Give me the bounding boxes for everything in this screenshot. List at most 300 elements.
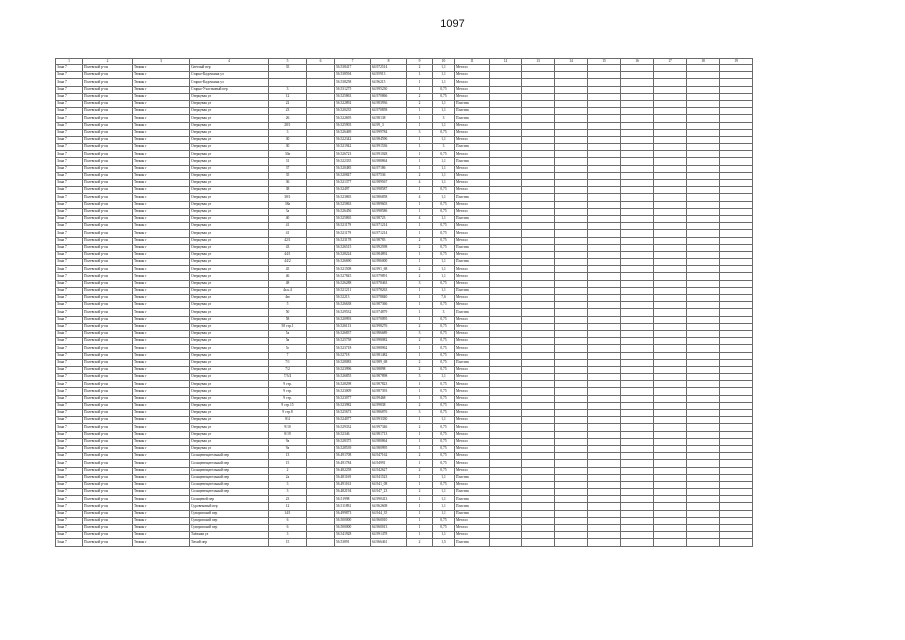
table-cell xyxy=(687,374,720,381)
table-cell xyxy=(555,165,588,172)
table-cell xyxy=(720,517,753,524)
table-cell: Полевской р-он xyxy=(83,424,133,431)
table-cell: Тюкин г xyxy=(133,295,190,302)
table-cell: 0,75 xyxy=(433,208,455,215)
table-cell xyxy=(555,532,588,539)
table-cell: 1 xyxy=(407,259,433,266)
table-cell: Зона 7 xyxy=(56,417,83,424)
table-cell xyxy=(555,100,588,107)
table-cell: Металл xyxy=(455,517,490,524)
table-row xyxy=(56,395,753,402)
table-cell xyxy=(490,374,522,381)
table-cell: 56.500000 xyxy=(335,525,371,532)
table-cell xyxy=(588,165,621,172)
table-cell xyxy=(654,172,687,179)
table-cell: 5а xyxy=(269,330,307,337)
table-cell: Металл xyxy=(455,402,490,409)
table-cell xyxy=(654,100,687,107)
table-cell: 1 xyxy=(407,108,433,115)
table-cell: 64.941523 xyxy=(371,474,407,481)
table-cell: 0,75 xyxy=(433,460,455,467)
table-cell xyxy=(720,323,753,330)
table-cell xyxy=(621,366,654,373)
table-cell xyxy=(490,388,522,395)
table-cell xyxy=(720,395,753,402)
table-cell: Тюкин г xyxy=(133,345,190,352)
table-cell xyxy=(720,410,753,417)
table-cell: Светлый пер xyxy=(190,65,269,72)
table-cell xyxy=(720,366,753,373)
table-cell: Полевской р-он xyxy=(83,93,133,100)
table-cell xyxy=(687,402,720,409)
table-cell xyxy=(588,424,621,431)
table-cell xyxy=(621,309,654,316)
table-cell xyxy=(687,151,720,158)
table-cell: Полевской р-он xyxy=(83,330,133,337)
table-cell xyxy=(522,194,555,201)
table-cell xyxy=(588,316,621,323)
table-cell xyxy=(720,352,753,359)
table-cell: 1,1 xyxy=(433,172,455,179)
table-cell: Полевской р-он xyxy=(83,309,133,316)
table-cell xyxy=(522,115,555,122)
table-cell: 56.529532 xyxy=(335,309,371,316)
table-cell: 44/1 xyxy=(269,251,307,258)
table-cell xyxy=(687,345,720,352)
table-cell: 2 xyxy=(407,359,433,366)
table-cell xyxy=(720,129,753,136)
table-cell: 0,75 xyxy=(433,187,455,194)
table-cell: 56.526638 xyxy=(335,302,371,309)
table-cell: 56.522335 xyxy=(335,158,371,165)
table-cell: Озерцевая ул xyxy=(190,187,269,194)
table-cell: Тюкин г xyxy=(133,122,190,129)
table-cell xyxy=(654,474,687,481)
table-cell xyxy=(307,366,335,373)
table-cell: 4ю xyxy=(269,295,307,302)
table-cell: 15 xyxy=(269,539,307,546)
table-cell xyxy=(588,510,621,517)
table-cell: Солнцевещательный пер xyxy=(190,489,269,496)
table-cell: 56.520993 xyxy=(335,316,371,323)
table-row xyxy=(56,345,753,352)
table-cell xyxy=(555,388,588,395)
table-cell: 2 xyxy=(407,100,433,107)
table-cell xyxy=(654,352,687,359)
table-cell: 0,75 xyxy=(433,359,455,366)
table-cell xyxy=(555,244,588,251)
table-cell xyxy=(490,273,522,280)
table-cell: Металл xyxy=(455,302,490,309)
table-cell: 0,75 xyxy=(433,302,455,309)
table-cell: Тюкин г xyxy=(133,187,190,194)
table-cell xyxy=(307,517,335,524)
table-cell xyxy=(490,366,522,373)
table-cell: Зона 7 xyxy=(56,323,83,330)
table-cell xyxy=(522,438,555,445)
table-cell: Зона 7 xyxy=(56,481,83,488)
table-cell xyxy=(588,503,621,510)
table-cell xyxy=(490,295,522,302)
table-cell: Зона 7 xyxy=(56,453,83,460)
table-row xyxy=(56,201,753,208)
table-cell xyxy=(555,280,588,287)
table-cell: 3 xyxy=(407,374,433,381)
table-cell xyxy=(588,172,621,179)
table-cell xyxy=(621,316,654,323)
table-cell xyxy=(588,230,621,237)
table-cell xyxy=(687,496,720,503)
table-cell xyxy=(555,481,588,488)
table-cell xyxy=(621,503,654,510)
table-cell xyxy=(307,330,335,337)
table-cell: 1,1 xyxy=(433,72,455,79)
table-cell: Тюкин г xyxy=(133,316,190,323)
table-cell xyxy=(307,201,335,208)
table-cell xyxy=(654,122,687,129)
table-cell: 56.520485 xyxy=(335,165,371,172)
table-row xyxy=(56,129,753,136)
table-cell xyxy=(621,532,654,539)
table-cell: 1 xyxy=(407,187,433,194)
page-number: 1097 xyxy=(440,18,465,30)
table-cell: Солнцевещательный пер xyxy=(190,467,269,474)
table-cell: 1 xyxy=(407,122,433,129)
table-cell: Зона 7 xyxy=(56,201,83,208)
table-cell: 64.978463 xyxy=(371,280,407,287)
table-cell: Полевской р-он xyxy=(83,251,133,258)
table-cell xyxy=(621,424,654,431)
table-cell xyxy=(654,266,687,273)
table-cell: 64.99838 xyxy=(371,402,407,409)
table-cell: Зона 7 xyxy=(56,144,83,151)
table-cell xyxy=(307,489,335,496)
table-cell xyxy=(687,86,720,93)
table-cell xyxy=(720,424,753,431)
table-cell xyxy=(555,273,588,280)
table-cell: Металл xyxy=(455,381,490,388)
table-cell: 64.95913 xyxy=(371,72,407,79)
table-cell xyxy=(522,410,555,417)
column-number: 14 xyxy=(555,59,588,65)
table-cell: Зона 7 xyxy=(56,194,83,201)
table-cell xyxy=(654,338,687,345)
table-cell: Пластик xyxy=(455,359,490,366)
table-cell xyxy=(687,352,720,359)
table-cell: 0,75 xyxy=(433,280,455,287)
table-cell: 64.989_68 xyxy=(371,359,407,366)
table-cell: 0,75 xyxy=(433,201,455,208)
table-cell: Полевской р-он xyxy=(83,438,133,445)
table-cell xyxy=(522,122,555,129)
table-cell xyxy=(490,194,522,201)
table-row xyxy=(56,539,753,546)
table-cell xyxy=(621,230,654,237)
table-cell: Тюкин г xyxy=(133,438,190,445)
table-cell: Металл xyxy=(455,223,490,230)
table-row xyxy=(56,72,753,79)
table-cell xyxy=(522,338,555,345)
column-number: 16 xyxy=(621,59,654,65)
table-cell xyxy=(555,539,588,546)
table-cell xyxy=(687,431,720,438)
table-cell: 64.988962 xyxy=(371,345,407,352)
table-row xyxy=(56,115,753,122)
table-cell xyxy=(555,230,588,237)
table-cell xyxy=(307,431,335,438)
table-cell: Тюкин г xyxy=(133,395,190,402)
table-cell: Тюкин г xyxy=(133,100,190,107)
table-cell: 3а xyxy=(269,208,307,215)
table-cell: 64.98138 xyxy=(371,115,407,122)
table-cell xyxy=(555,503,588,510)
table-cell xyxy=(654,309,687,316)
table-cell: 41 xyxy=(269,230,307,237)
table-cell: 3 xyxy=(407,410,433,417)
table-cell xyxy=(687,359,720,366)
table-cell: 7/1 xyxy=(269,359,307,366)
table-cell xyxy=(307,86,335,93)
table-cell xyxy=(307,460,335,467)
table-cell xyxy=(522,136,555,143)
table-cell: Озерцевая ул xyxy=(190,374,269,381)
table-cell xyxy=(490,489,522,496)
table-cell: 1,1 xyxy=(433,180,455,187)
table-row xyxy=(56,424,753,431)
table-cell xyxy=(621,122,654,129)
table-row xyxy=(56,187,753,194)
table-cell: 3 xyxy=(433,115,455,122)
column-number: 1 xyxy=(56,59,83,65)
table-cell xyxy=(654,460,687,467)
table-cell: Металл xyxy=(455,316,490,323)
table-cell: Тюкин г xyxy=(133,481,190,488)
table-cell xyxy=(522,345,555,352)
table-cell: 0,75 xyxy=(433,230,455,237)
table-cell xyxy=(588,410,621,417)
table-cell: 64.974879 xyxy=(371,309,407,316)
table-cell: 64.987898 xyxy=(371,374,407,381)
table-cell: Озерцевая ул xyxy=(190,122,269,129)
table-cell: Полевской р-он xyxy=(83,230,133,237)
table-cell xyxy=(522,496,555,503)
table-cell xyxy=(555,424,588,431)
table-cell: 2 xyxy=(407,467,433,474)
table-cell xyxy=(654,194,687,201)
table-cell xyxy=(720,295,753,302)
table-cell xyxy=(687,115,720,122)
table-row xyxy=(56,208,753,215)
table-cell xyxy=(621,474,654,481)
table-cell xyxy=(654,517,687,524)
table-row xyxy=(56,302,753,309)
table-cell: Полевской р-он xyxy=(83,388,133,395)
table-cell xyxy=(588,158,621,165)
table-cell xyxy=(654,381,687,388)
table-cell xyxy=(720,115,753,122)
table-cell: Полевской р-он xyxy=(83,194,133,201)
table-cell xyxy=(687,532,720,539)
table-cell xyxy=(307,309,335,316)
table-cell: Тюкин г xyxy=(133,445,190,452)
table-row xyxy=(56,388,753,395)
table-cell xyxy=(588,280,621,287)
table-cell: 1,1 xyxy=(433,474,455,481)
table-cell xyxy=(621,302,654,309)
table-cell: 56.541928 xyxy=(335,532,371,539)
table-row xyxy=(56,381,753,388)
table-cell: 1 xyxy=(407,395,433,402)
table-cell: Зона 7 xyxy=(56,151,83,158)
table-cell: Полевской р-он xyxy=(83,122,133,129)
table-cell xyxy=(490,352,522,359)
table-cell xyxy=(555,237,588,244)
table-cell xyxy=(654,65,687,72)
table-cell: Полевской р-он xyxy=(83,237,133,244)
table-cell: Зона 7 xyxy=(56,460,83,467)
table-cell xyxy=(555,144,588,151)
table-cell xyxy=(490,158,522,165)
table-cell xyxy=(588,474,621,481)
table-cell: Металл xyxy=(455,431,490,438)
table-cell xyxy=(307,115,335,122)
table-cell: Озерцевая ул xyxy=(190,144,269,151)
table-cell xyxy=(555,302,588,309)
table-cell: 3 xyxy=(407,330,433,337)
table-cell: Озерцевая ул xyxy=(190,417,269,424)
table-cell: Зона 7 xyxy=(56,388,83,395)
table-cell: 50 xyxy=(269,309,307,316)
table-cell xyxy=(555,525,588,532)
table-cell xyxy=(588,223,621,230)
table-cell xyxy=(307,381,335,388)
table-cell xyxy=(307,539,335,546)
table-cell xyxy=(720,481,753,488)
table-cell xyxy=(522,460,555,467)
table-row xyxy=(56,374,753,381)
table-cell xyxy=(654,395,687,402)
table-cell xyxy=(522,474,555,481)
table-cell xyxy=(621,100,654,107)
table-cell: 64.986858 xyxy=(371,194,407,201)
table-cell xyxy=(555,295,588,302)
table-cell xyxy=(687,237,720,244)
table-cell xyxy=(687,251,720,258)
table-cell: 5г xyxy=(269,345,307,352)
table-cell: Тюкин г xyxy=(133,431,190,438)
table-cell xyxy=(654,503,687,510)
table-cell xyxy=(522,302,555,309)
table-cell: Полевской р-он xyxy=(83,395,133,402)
table-cell xyxy=(654,79,687,86)
table-cell: Тюкин г xyxy=(133,417,190,424)
table-cell: 0,75 xyxy=(433,517,455,524)
table-cell: 56.523982 xyxy=(335,402,371,409)
table-cell: 56.523996 xyxy=(335,366,371,373)
table-cell xyxy=(307,144,335,151)
table-cell: 64.99468 xyxy=(371,395,407,402)
table-cell xyxy=(588,352,621,359)
table-cell: Полевской р-он xyxy=(83,215,133,222)
table-cell xyxy=(555,79,588,86)
table-cell xyxy=(621,251,654,258)
table-cell xyxy=(522,517,555,524)
table-cell: Зона 7 xyxy=(56,309,83,316)
table-cell xyxy=(720,525,753,532)
table-cell: Суворовский пер xyxy=(190,517,269,524)
table-cell: Тюкин г xyxy=(133,172,190,179)
table-cell: 1 xyxy=(407,79,433,86)
table-cell xyxy=(490,460,522,467)
table-cell xyxy=(307,129,335,136)
column-number: 19 xyxy=(720,59,753,65)
table-cell: Таёжная ул xyxy=(190,532,269,539)
table-cell: 64.998276 xyxy=(371,323,407,330)
table-cell xyxy=(588,467,621,474)
table-cell xyxy=(720,539,753,546)
table-cell: 2 xyxy=(407,266,433,273)
table-cell: Тюкин г xyxy=(133,467,190,474)
table-cell: 64.979891 xyxy=(371,273,407,280)
table-cell xyxy=(307,65,335,72)
table-cell: Полевской р-он xyxy=(83,525,133,532)
table-cell: 1,1 xyxy=(433,287,455,294)
table-cell xyxy=(307,237,335,244)
table-cell: Металл xyxy=(455,230,490,237)
table-cell: 0,75 xyxy=(433,402,455,409)
table-cell xyxy=(555,467,588,474)
table-cell xyxy=(621,402,654,409)
table-row xyxy=(56,194,753,201)
table-cell xyxy=(490,424,522,431)
table-cell xyxy=(720,510,753,517)
table-cell: 1 xyxy=(407,302,433,309)
table-cell xyxy=(522,72,555,79)
table-cell xyxy=(490,86,522,93)
table-cell: Тюкин г xyxy=(133,460,190,467)
table-cell xyxy=(555,158,588,165)
table-cell: Озерцевая ул xyxy=(190,151,269,158)
table-cell xyxy=(555,180,588,187)
table-cell: Металл xyxy=(455,266,490,273)
table-cell xyxy=(654,532,687,539)
table-cell xyxy=(687,460,720,467)
table-cell: 1 xyxy=(407,438,433,445)
table-cell: Тюкин г xyxy=(133,237,190,244)
table-cell xyxy=(555,86,588,93)
table-cell: Пластик xyxy=(455,287,490,294)
table-cell: Тюкин г xyxy=(133,215,190,222)
table-cell: Зона 7 xyxy=(56,402,83,409)
table-cell: Зона 7 xyxy=(56,295,83,302)
table-cell: Зона 7 xyxy=(56,424,83,431)
table-cell xyxy=(307,410,335,417)
table-cell xyxy=(588,359,621,366)
table-cell xyxy=(654,489,687,496)
table-cell xyxy=(307,525,335,532)
table-cell: Зона 7 xyxy=(56,72,83,79)
table-cell: Зона 7 xyxy=(56,316,83,323)
table-cell xyxy=(654,230,687,237)
table-cell xyxy=(654,445,687,452)
table-cell xyxy=(621,467,654,474)
table-cell xyxy=(621,410,654,417)
table-cell xyxy=(588,438,621,445)
column-number: 8 xyxy=(371,59,407,65)
table-cell xyxy=(654,273,687,280)
table-cell xyxy=(522,330,555,337)
table-cell: Зона 7 xyxy=(56,374,83,381)
